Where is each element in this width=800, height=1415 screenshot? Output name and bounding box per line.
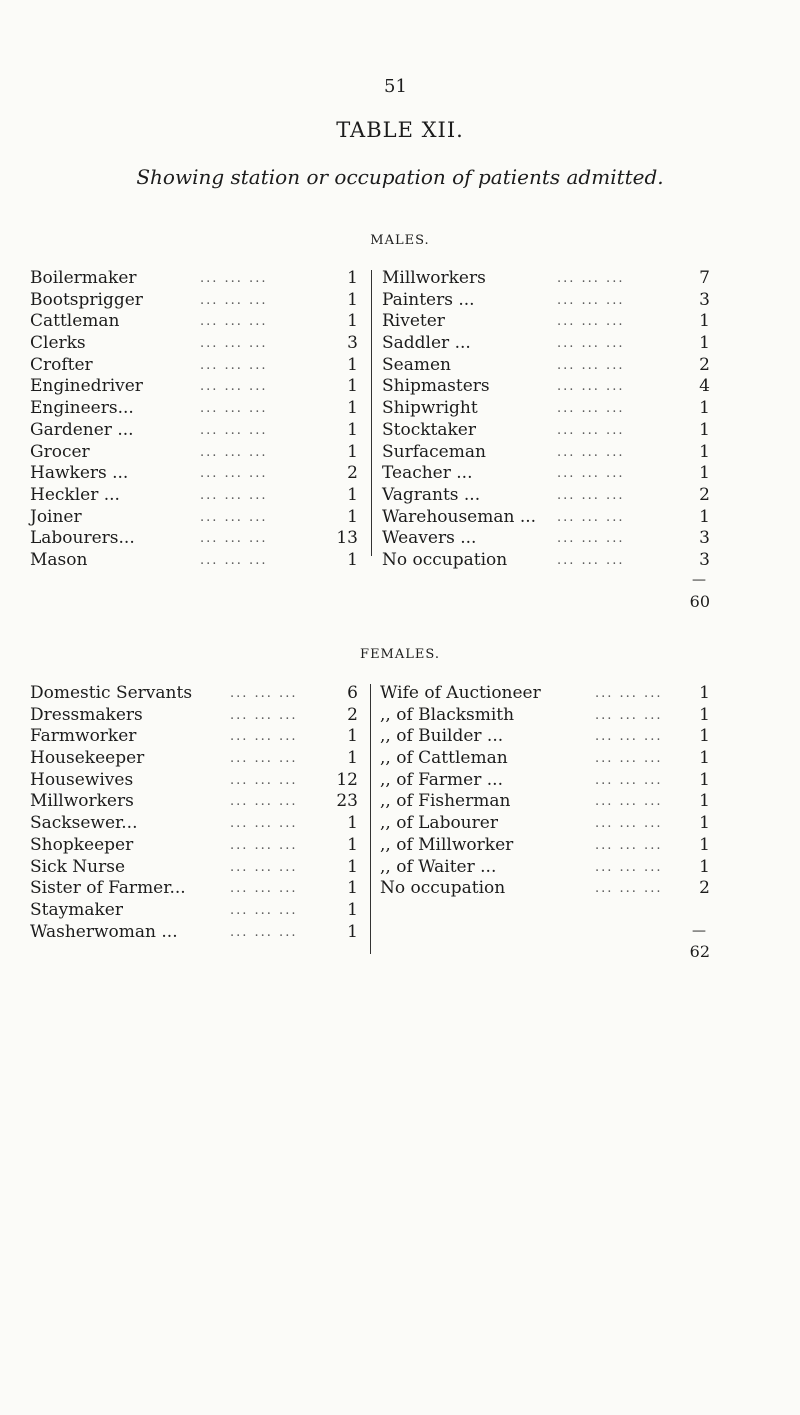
females-total-rule: — <box>692 923 706 939</box>
leader-dots: ... ... ... <box>557 314 625 330</box>
occupation-label: Teacher ... <box>382 463 473 484</box>
patient-count: 1 <box>347 268 358 288</box>
leader-dots: ... ... ... <box>200 531 268 547</box>
occupation-label: ,, of Fisherman <box>380 791 511 812</box>
table-row <box>30 398 358 420</box>
occupation-label: Riveter <box>382 311 445 332</box>
leader-dots: ... ... ... <box>595 686 663 701</box>
occupation-label: ,, of Blacksmith <box>380 704 515 725</box>
leader-dots: ... ... ... <box>557 271 625 286</box>
patient-count: 1 <box>699 856 710 877</box>
occupation-label: Wife of Auctioneer <box>380 683 541 703</box>
patient-count: 1 <box>347 899 358 920</box>
table-row <box>382 268 710 290</box>
leader-dots: ... ... ... <box>557 444 625 460</box>
leader-dots: ... ... ... <box>230 686 298 701</box>
table-row <box>382 485 710 507</box>
table-row <box>30 791 358 813</box>
leader-dots: ... ... ... <box>557 379 625 395</box>
leader-dots: ... ... ... <box>230 924 298 940</box>
table-row <box>380 878 710 900</box>
table-row <box>380 748 710 770</box>
table-title: TABLE XII. <box>336 118 464 142</box>
patient-count: 1 <box>699 704 710 725</box>
leader-dots: ... ... ... <box>200 336 268 352</box>
leader-dots: ... ... ... <box>557 509 625 525</box>
occupation-label: Millworkers <box>382 268 486 288</box>
patient-count: 2 <box>699 484 710 505</box>
occupation-label: Shipwright <box>382 398 478 419</box>
leader-dots: ... ... ... <box>595 794 663 810</box>
occupation-label: Washerwoman ... <box>30 921 178 942</box>
table-row <box>30 878 358 900</box>
leader-dots: ... ... ... <box>200 487 268 503</box>
table-row <box>30 420 358 442</box>
patient-count: 1 <box>699 834 710 855</box>
leader-dots: ... ... ... <box>595 816 663 832</box>
table-row <box>380 813 710 835</box>
leader-dots: ... ... ... <box>230 772 298 788</box>
leader-dots: ... ... ... <box>595 859 663 875</box>
patient-count: 13 <box>336 528 358 549</box>
occupation-label: Labourers... <box>30 528 135 549</box>
occupation-label: Vagrants ... <box>382 484 481 505</box>
table-row <box>382 355 710 377</box>
table-row <box>380 835 710 857</box>
table-row <box>382 550 710 572</box>
leader-dots: ... ... ... <box>230 751 298 767</box>
table-row <box>380 683 710 705</box>
patient-count: 1 <box>347 549 358 570</box>
occupation-label: Heckler ... <box>30 484 120 505</box>
table-row <box>30 376 358 398</box>
patient-count: 2 <box>699 878 710 899</box>
leader-dots: ... ... ... <box>200 422 268 438</box>
occupation-label: Shopkeeper <box>30 834 134 855</box>
occupation-label: Saddler ... <box>382 333 471 354</box>
leader-dots: ... ... ... <box>557 487 625 503</box>
table-row <box>30 485 358 507</box>
occupation-label: Housewives <box>30 769 134 790</box>
patient-count: 1 <box>347 813 358 834</box>
patient-count: 1 <box>347 878 358 899</box>
females-column-divider <box>370 684 371 954</box>
table-subtitle: Showing station or occupation of patients admitted. <box>136 165 664 189</box>
patient-count: 1 <box>347 419 358 440</box>
table-row <box>380 857 710 879</box>
occupation-label: Engineers... <box>30 398 134 419</box>
leader-dots: ... ... ... <box>557 552 625 568</box>
table-row <box>30 333 358 355</box>
table-row <box>382 376 710 398</box>
leader-dots: ... ... ... <box>557 401 625 417</box>
occupation-label: ,, of Builder ... <box>380 726 504 747</box>
leader-dots: ... ... ... <box>557 531 625 547</box>
table-row <box>30 463 358 485</box>
males-right-column <box>382 268 710 572</box>
leader-dots: ... ... ... <box>557 422 625 438</box>
table-row <box>30 507 358 529</box>
patient-count: 1 <box>347 441 358 462</box>
patient-count: 3 <box>699 528 710 549</box>
occupation-label: Millworkers <box>30 791 134 812</box>
leader-dots: ... ... ... <box>200 509 268 525</box>
occupation-label: Staymaker <box>30 899 123 920</box>
table-row <box>30 726 358 748</box>
patient-count: 12 <box>336 769 358 790</box>
patient-count: 7 <box>699 268 710 288</box>
table-row <box>30 550 358 572</box>
occupation-label: Hawkers ... <box>30 463 129 484</box>
leader-dots: ... ... ... <box>557 336 625 352</box>
patient-count: 1 <box>699 419 710 440</box>
leader-dots: ... ... ... <box>200 401 268 417</box>
table-row <box>30 770 358 792</box>
patient-count: 1 <box>347 376 358 397</box>
occupation-label: Sister of Farmer... <box>30 878 186 899</box>
table-row <box>30 442 358 464</box>
patient-count: 3 <box>699 289 710 310</box>
females-right-column <box>380 683 710 900</box>
table-row <box>30 290 358 312</box>
patient-count: 1 <box>699 813 710 834</box>
leader-dots: ... ... ... <box>230 707 298 723</box>
females-total: 62 <box>689 942 710 961</box>
patient-count: 23 <box>336 791 358 812</box>
leader-dots: ... ... ... <box>200 357 268 373</box>
occupation-label: Housekeeper <box>30 748 145 769</box>
occupation-label: Shipmasters <box>382 376 490 397</box>
occupation-label: Clerks <box>30 333 86 354</box>
table-row <box>30 748 358 770</box>
males-total-rule: — <box>692 572 706 588</box>
leader-dots: ... ... ... <box>200 466 268 482</box>
leader-dots: ... ... ... <box>230 881 298 897</box>
leader-dots: ... ... ... <box>230 729 298 745</box>
occupation-label: Mason <box>30 549 88 570</box>
occupation-label: Warehouseman ... <box>382 506 537 527</box>
leader-dots: ... ... ... <box>230 837 298 853</box>
males-total: 60 <box>689 592 710 611</box>
patient-count: 1 <box>347 921 358 942</box>
table-row <box>382 442 710 464</box>
occupation-label: ,, of Millworker <box>380 834 514 855</box>
table-row <box>382 311 710 333</box>
males-column-divider <box>371 270 372 556</box>
table-row <box>382 333 710 355</box>
leader-dots: ... ... ... <box>230 794 298 810</box>
leader-dots: ... ... ... <box>200 444 268 460</box>
table-row <box>30 311 358 333</box>
table-row <box>30 857 358 879</box>
patient-count: 1 <box>347 856 358 877</box>
leader-dots: ... ... ... <box>557 357 625 373</box>
occupation-label: Sacksewer... <box>30 813 138 834</box>
table-row <box>30 355 358 377</box>
page-number: 51 <box>384 76 407 97</box>
occupation-label: Grocer <box>30 441 90 462</box>
leader-dots: ... ... ... <box>595 837 663 853</box>
table-row <box>30 528 358 550</box>
table-row <box>382 420 710 442</box>
patient-count: 1 <box>699 791 710 812</box>
occupation-label: Gardener ... <box>30 419 134 440</box>
occupation-label: ,, of Labourer <box>380 813 498 834</box>
patient-count: 1 <box>699 769 710 790</box>
females-heading: FEMALES. <box>360 647 440 662</box>
patient-count: 1 <box>347 354 358 375</box>
patient-count: 1 <box>347 834 358 855</box>
leader-dots: ... ... ... <box>200 379 268 395</box>
occupation-label: ,, of Cattleman <box>380 748 508 769</box>
table-row <box>382 398 710 420</box>
patient-count: 1 <box>347 311 358 332</box>
leader-dots: ... ... ... <box>557 466 625 482</box>
patient-count: 1 <box>699 463 710 484</box>
table-row <box>382 507 710 529</box>
table-row <box>30 683 358 705</box>
occupation-label: Stocktaker <box>382 419 476 440</box>
occupation-label: Bootsprigger <box>30 289 143 310</box>
table-row <box>30 705 358 727</box>
patient-count: 3 <box>347 333 358 354</box>
patient-count: 2 <box>699 354 710 375</box>
leader-dots: ... ... ... <box>557 292 625 308</box>
patient-count: 1 <box>699 748 710 769</box>
table-row <box>30 922 358 944</box>
leader-dots: ... ... ... <box>200 314 268 330</box>
leader-dots: ... ... ... <box>595 881 663 897</box>
males-heading: MALES. <box>370 233 430 248</box>
occupation-label: Domestic Servants <box>30 683 193 703</box>
females-left-column <box>30 683 358 943</box>
patient-count: 4 <box>699 376 710 397</box>
patient-count: 1 <box>347 506 358 527</box>
table-row <box>30 900 358 922</box>
males-left-column <box>30 268 358 572</box>
table-row <box>382 528 710 550</box>
patient-count: 1 <box>699 333 710 354</box>
leader-dots: ... ... ... <box>230 859 298 875</box>
occupation-label: ,, of Farmer ... <box>380 769 503 790</box>
occupation-label: Sick Nurse <box>30 856 126 877</box>
leader-dots: ... ... ... <box>595 751 663 767</box>
patient-count: 1 <box>699 683 710 703</box>
table-row <box>380 726 710 748</box>
occupation-label: No occupation <box>380 878 506 899</box>
leader-dots: ... ... ... <box>230 816 298 832</box>
table-row <box>380 791 710 813</box>
patient-count: 3 <box>699 549 710 570</box>
occupation-label: Painters ... <box>382 289 475 310</box>
table-row <box>382 463 710 485</box>
table-row <box>30 813 358 835</box>
table-row <box>380 705 710 727</box>
patient-count: 1 <box>699 311 710 332</box>
patient-count: 2 <box>347 704 358 725</box>
leader-dots: ... ... ... <box>200 271 268 286</box>
leader-dots: ... ... ... <box>200 292 268 308</box>
occupation-label: Crofter <box>30 354 93 375</box>
table-row <box>382 290 710 312</box>
leader-dots: ... ... ... <box>595 729 663 745</box>
table-row <box>380 770 710 792</box>
leader-dots: ... ... ... <box>595 772 663 788</box>
patient-count: 1 <box>347 484 358 505</box>
patient-count: 1 <box>347 289 358 310</box>
leader-dots: ... ... ... <box>595 707 663 723</box>
patient-count: 1 <box>699 506 710 527</box>
patient-count: 1 <box>699 441 710 462</box>
occupation-label: Cattleman <box>30 311 120 332</box>
occupation-label: Enginedriver <box>30 376 143 397</box>
occupation-label: Surfaceman <box>382 441 486 462</box>
occupation-label: Seamen <box>382 354 451 375</box>
leader-dots: ... ... ... <box>230 902 298 918</box>
leader-dots: ... ... ... <box>200 552 268 568</box>
occupation-label: Weavers ... <box>382 528 477 549</box>
patient-count: 1 <box>347 398 358 419</box>
patient-count: 1 <box>347 748 358 769</box>
patient-count: 6 <box>347 683 358 703</box>
patient-count: 2 <box>347 463 358 484</box>
patient-count: 1 <box>699 726 710 747</box>
patient-count: 1 <box>347 726 358 747</box>
table-row <box>30 835 358 857</box>
patient-count: 1 <box>699 398 710 419</box>
table-row <box>30 268 358 290</box>
occupation-label: ,, of Waiter ... <box>380 856 497 877</box>
occupation-label: Boilermaker <box>30 268 137 288</box>
occupation-label: Joiner <box>30 506 82 527</box>
occupation-label: Farmworker <box>30 726 137 747</box>
occupation-label: Dressmakers <box>30 704 143 725</box>
occupation-label: No occupation <box>382 549 508 570</box>
